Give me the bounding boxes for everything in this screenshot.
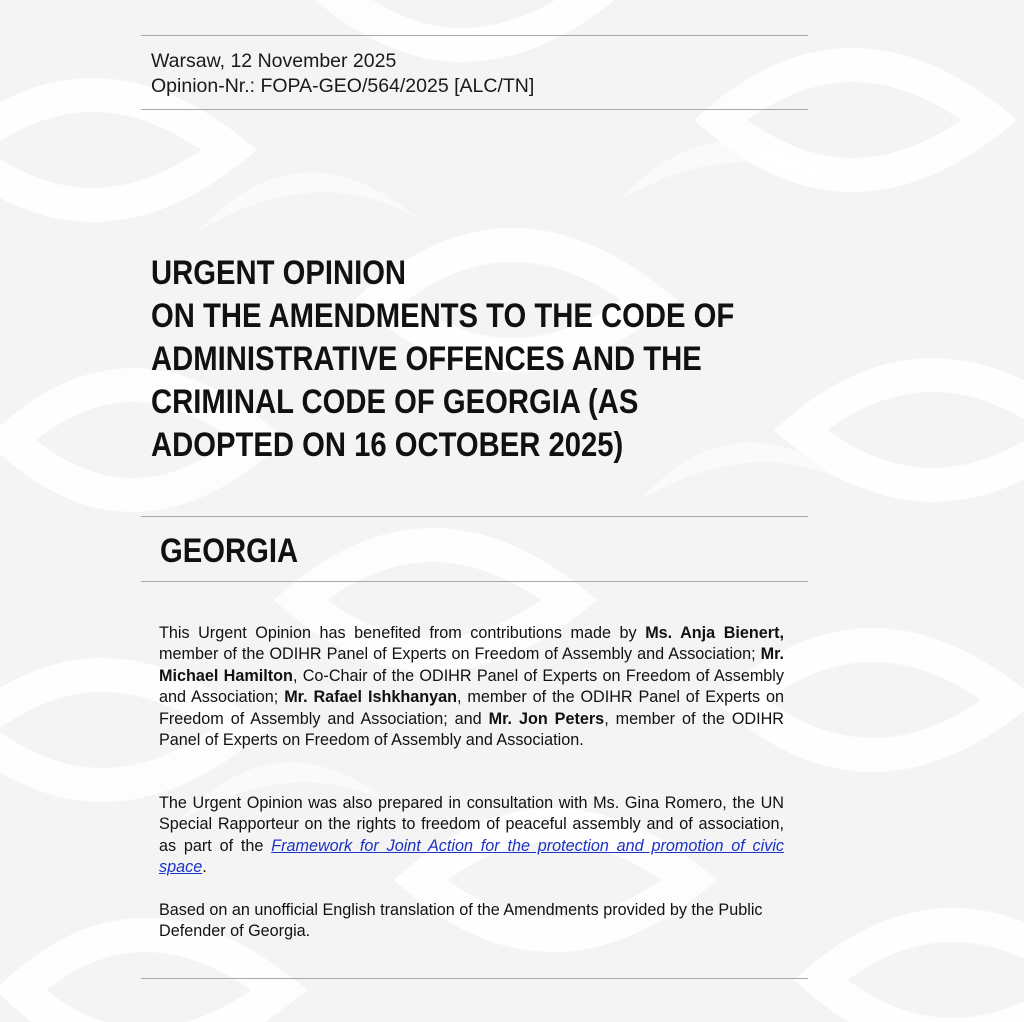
top-rule xyxy=(141,35,808,36)
place-and-date: Warsaw, 12 November 2025 xyxy=(151,50,397,72)
title-line: ON THE AMENDMENTS TO THE CODE OF xyxy=(151,297,735,335)
title-line: URGENT OPINION xyxy=(151,254,407,292)
consultation-text: The Urgent Opinion was also prepared in consultation with Ms. Gina Romero, the UN Special Rapporteur on the rights to freedom of peaceful assembly and of association, as part of the xyxy=(159,794,784,855)
title-line: ADMINISTRATIVE OFFENCES AND THE xyxy=(151,340,702,378)
header-bottom-rule xyxy=(141,109,808,110)
consultation-paragraph xyxy=(159,793,784,879)
bottom-rule xyxy=(141,978,808,979)
contributions-intro: This Urgent Opinion has benefited from contributions made by xyxy=(159,624,646,642)
expert-name: Mr. Michael Hamilton xyxy=(159,645,784,685)
translation-note: Based on an unofficial English translation of the Amendments provided by the Public Defender of Georgia. xyxy=(159,901,763,941)
contributions-paragraph xyxy=(159,623,784,751)
title-line: CRIMINAL CODE OF GEORGIA (AS xyxy=(151,383,639,421)
framework-link[interactable]: Framework for Joint Action for the protection and promotion of civic space xyxy=(159,836,785,877)
expert-role: , member of the ODIHR Panel of Experts on Freedom of Assembly and Association; and xyxy=(159,688,784,728)
opinion-number: Opinion-Nr.: FOPA-GEO/564/2025 [ALC/TN] xyxy=(151,75,535,97)
expert-role: , Co-Chair of the ODIHR Panel of Experts on Freedom of Assembly and Association; xyxy=(159,666,785,707)
country-bottom-rule xyxy=(141,581,808,582)
expert-name: Mr. Rafael Ishkhanyan xyxy=(284,688,458,707)
consultation-end: . xyxy=(202,858,207,877)
country-heading: GEORGIA xyxy=(160,532,299,570)
title-line: ADOPTED ON 16 OCTOBER 2025) xyxy=(151,426,624,464)
expert-role: member of the ODIHR Panel of Experts on Freedom of Assembly and Association; xyxy=(159,645,761,664)
document-title xyxy=(151,252,735,467)
expert-name: Mr. Jon Peters xyxy=(488,709,605,728)
country-top-rule xyxy=(141,516,808,517)
expert-role: , member of the ODIHR Panel of Experts on Freedom of Assembly and Association. xyxy=(159,709,784,750)
expert-name: Ms. Anja Bienert, xyxy=(645,624,784,642)
document-header xyxy=(151,49,534,99)
